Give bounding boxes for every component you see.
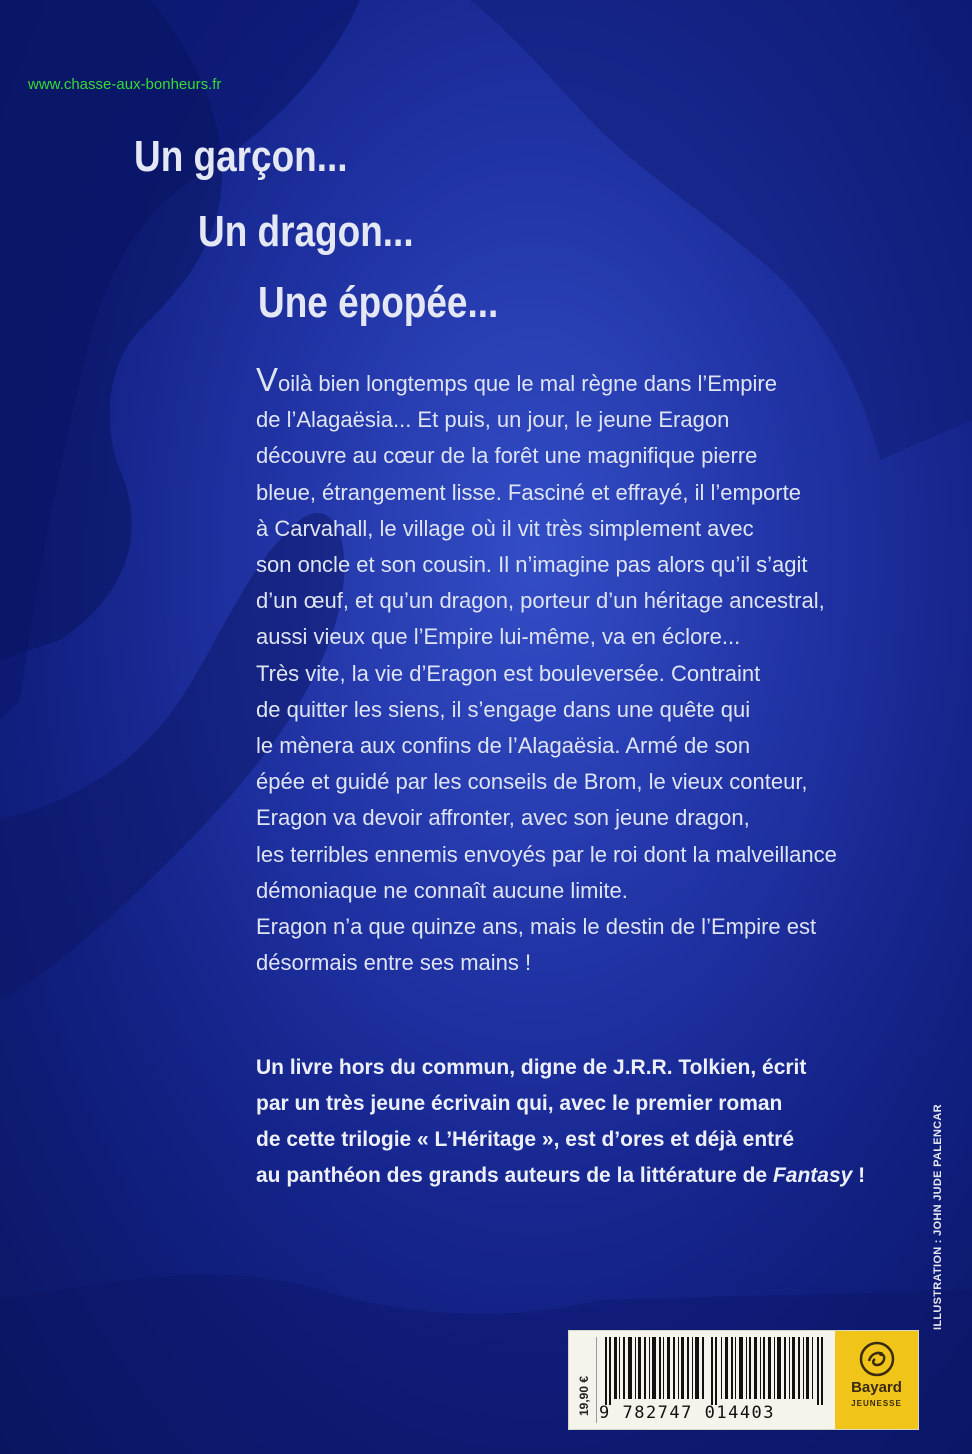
synopsis-line: Eragon n’a que quinze ans, mais le destin de l’Empire est bbox=[256, 914, 817, 940]
blurb-line: par un très jeune écrivain qui, avec le premier roman bbox=[256, 1092, 783, 1115]
illustration-credit: ILLUSTRATION : JOHN JUDE PALENCAR bbox=[932, 1104, 944, 1330]
synopsis-line: aussi vieux que l’Empire lui-même, va en éclore... bbox=[256, 624, 741, 650]
synopsis-line: désormais entre ses mains ! bbox=[256, 950, 532, 976]
blurb-line: de cette trilogie « L’Héritage », est d’ores et déjà entré bbox=[256, 1128, 795, 1151]
divider bbox=[596, 1337, 597, 1423]
synopsis-line: démoniaque ne connaît aucune limite. bbox=[256, 877, 628, 903]
tagline-line-3: Une épopée... bbox=[258, 278, 499, 327]
synopsis-line: les terribles ennemis envoyés par le roi dont la malveillance bbox=[256, 841, 837, 867]
synopsis-line: épée et guidé par les conseils de Brom, le vieux conteur, bbox=[256, 769, 808, 795]
synopsis-paragraph bbox=[256, 361, 896, 981]
synopsis-line: de quitter les siens, il s’engage dans une quête qui bbox=[256, 696, 751, 722]
blurb-last-line-start: au panthéon des grands auteurs de la littérature de bbox=[256, 1164, 773, 1187]
synopsis-line: le mènera aux confins de l’Alagaësia. Armé de son bbox=[256, 733, 751, 759]
publisher-name: Bayard bbox=[851, 1379, 902, 1396]
promo-blurb bbox=[256, 1050, 916, 1194]
synopsis-line: bleue, étrangement lisse. Fasciné et effrayé, il l’emporte bbox=[256, 479, 801, 505]
synopsis-line: Très vite, la vie d’Eragon est bouleversée. Contraint bbox=[256, 660, 761, 686]
blurb-last-line-end: ! bbox=[852, 1164, 866, 1187]
publisher-emblem-icon bbox=[859, 1341, 895, 1377]
blurb-line bbox=[256, 1158, 916, 1194]
tagline-line-2: Un dragon... bbox=[198, 207, 414, 256]
synopsis-line: de l’Alagaësia... Et puis, un jour, le jeune Eragon bbox=[256, 407, 730, 433]
watermark-url: www.chasse-aux-bonheurs.fr bbox=[28, 76, 222, 93]
synopsis-line-text: oilà bien longtemps que le mal règne dans l’Empire bbox=[278, 371, 777, 396]
synopsis-line: Eragon va devoir affronter, avec son jeune dragon, bbox=[256, 805, 750, 831]
synopsis-line bbox=[256, 361, 896, 402]
price-label: 19,90 € bbox=[577, 1375, 591, 1416]
publisher-imprint: JEUNESSE bbox=[851, 1399, 902, 1408]
publisher-logo bbox=[835, 1331, 918, 1429]
drop-cap: V bbox=[256, 361, 279, 398]
synopsis-line: d’un œuf, et qu’un dragon, porteur d’un héritage ancestral, bbox=[256, 588, 825, 614]
synopsis-line: son oncle et son cousin. Il n’imagine pas alors qu’il s’agit bbox=[256, 552, 808, 578]
blurb-line: Un livre hors du commun, digne de J.R.R. Tolkien, écrit bbox=[256, 1056, 807, 1079]
synopsis-line: découvre au cœur de la forêt une magnifique pierre bbox=[256, 443, 758, 469]
isbn-number: 9 782747 014403 bbox=[599, 1403, 776, 1423]
barcode-graphic bbox=[605, 1337, 825, 1405]
blurb-italic-fantasy: Fantasy bbox=[772, 1164, 853, 1187]
synopsis-line: à Carvahall, le village où il vit très simplement avec bbox=[256, 515, 754, 541]
tagline-line-1: Un garçon... bbox=[134, 132, 348, 181]
barcode-panel bbox=[568, 1330, 919, 1430]
